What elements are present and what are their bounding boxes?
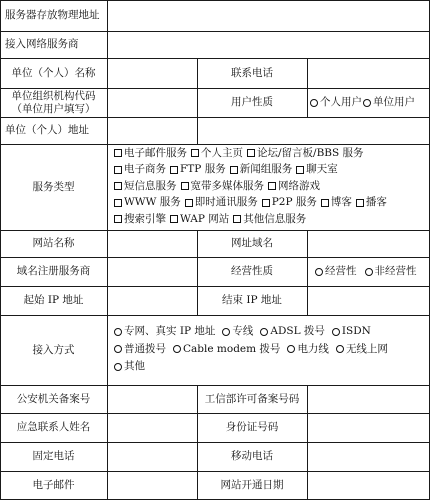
id-number-label <box>197 413 307 442</box>
site-name-label-text: 网站名称 <box>32 237 75 249</box>
access-adsl-radio[interactable] <box>260 325 325 338</box>
access-method-line <box>114 325 375 340</box>
grid-line <box>0 0 430 1</box>
checkbox-icon <box>185 199 193 207</box>
grid-line <box>0 442 430 443</box>
checkbox-icon <box>191 149 199 157</box>
emergency-contact-label-text: 应急联系人姓名 <box>16 421 91 433</box>
service-ecommerce-checkbox[interactable] <box>114 163 166 176</box>
server-location-label <box>0 0 107 31</box>
radio-circle-icon <box>287 345 295 353</box>
user-type-label-text: 用户性质 <box>231 96 273 108</box>
business-nature-options <box>307 257 430 286</box>
mobile-label <box>197 442 307 471</box>
start-ip-label <box>0 286 107 315</box>
site-domain-label-text: 网址域名 <box>231 237 273 249</box>
checkbox-icon <box>114 149 122 157</box>
grid-line <box>197 385 198 500</box>
access-option-label: 电力线 <box>297 342 329 355</box>
radio-circle-icon <box>363 99 371 107</box>
unit-address-label <box>0 117 107 144</box>
access-method-line <box>114 343 392 358</box>
service-option-label: 宽带多媒体服务 <box>190 179 264 192</box>
access-method-options <box>107 315 430 385</box>
access-option-label: 普通拨号 <box>124 342 166 355</box>
business-nature-label-text: 经营性质 <box>231 265 273 277</box>
checkbox-icon <box>296 166 304 174</box>
access-option-label: 其他 <box>124 360 145 373</box>
email-label-text: 电子邮件 <box>32 479 75 491</box>
end-ip-label <box>197 286 307 315</box>
radio-circle-icon <box>114 363 122 371</box>
radio-circle-icon <box>173 345 181 353</box>
grid-line <box>0 144 430 145</box>
user-type-individual-radio[interactable] <box>310 96 362 109</box>
access-option-label: 专线 <box>232 325 254 338</box>
grid-line <box>197 58 198 144</box>
service-homepage-checkbox[interactable] <box>191 147 243 160</box>
checkbox-icon <box>230 166 238 174</box>
access-option-label: 无线上网 <box>345 342 388 355</box>
grid-line <box>307 58 308 117</box>
email-label <box>0 471 107 500</box>
start-ip-label-text: 起始 IP 地址 <box>23 294 84 306</box>
checkbox-icon <box>181 182 189 190</box>
service-type-options <box>107 144 430 230</box>
service-option-label: 网络游戏 <box>278 179 320 192</box>
service-option-label: 搜索引擎 <box>124 212 166 225</box>
service-option-label: 新闻组服务 <box>239 163 293 176</box>
checkbox-icon <box>233 215 241 223</box>
service-search-checkbox[interactable] <box>114 213 166 226</box>
access-isdn-radio[interactable] <box>332 325 371 338</box>
radio-circle-icon <box>336 345 344 353</box>
grid-line <box>107 0 108 500</box>
access-method-line <box>114 360 149 375</box>
access-other-radio[interactable] <box>114 360 145 373</box>
grid-line <box>0 385 430 386</box>
service-sms-checkbox[interactable] <box>114 180 177 193</box>
radio-circle-icon <box>365 268 373 276</box>
radio-circle-icon <box>332 328 340 336</box>
radio-circle-icon <box>310 99 318 107</box>
grid-line <box>0 315 430 316</box>
contact-phone-label <box>197 58 307 88</box>
service-p2p-checkbox[interactable] <box>262 196 317 209</box>
checkbox-icon <box>114 199 122 207</box>
service-option-label: WAP 网站 <box>180 212 230 225</box>
launch-date-label <box>197 471 307 500</box>
user-type-options <box>307 88 430 117</box>
grid-line <box>307 230 308 315</box>
radio-circle-icon <box>222 328 230 336</box>
contact-phone-field[interactable] <box>307 58 430 88</box>
site-name-label <box>0 230 107 257</box>
police-record-label-text: 公安机关备案号 <box>16 392 91 405</box>
business-option-label: 非经营性 <box>374 265 417 277</box>
business-nature-label <box>197 257 307 286</box>
org-code-label-line1: 单位组织机构代码 <box>11 89 96 102</box>
service-type-line <box>114 180 324 195</box>
grid-line <box>0 413 430 414</box>
checkbox-icon <box>247 149 255 157</box>
org-code-label <box>0 88 107 117</box>
service-type-line <box>114 213 310 228</box>
service-ftp-checkbox[interactable] <box>170 163 226 176</box>
service-other-checkbox[interactable] <box>233 213 306 226</box>
access-leased-line-radio[interactable] <box>222 325 253 338</box>
service-option-label: 其他信息服务 <box>243 212 307 225</box>
checkbox-icon <box>114 215 122 223</box>
access-method-label-text: 接入方式 <box>32 343 75 356</box>
grid-line <box>0 257 430 258</box>
grid-line <box>0 31 430 32</box>
landline-field[interactable] <box>107 442 197 471</box>
registrar-label <box>0 257 107 286</box>
miit-license-field[interactable] <box>307 385 430 413</box>
checkbox-icon <box>170 215 178 223</box>
service-type-line <box>114 163 342 178</box>
grid-line <box>0 230 430 231</box>
user-type-unit-radio[interactable] <box>363 96 415 109</box>
checkbox-icon <box>262 199 270 207</box>
start-ip-field[interactable] <box>107 286 197 315</box>
service-option-label: 播客 <box>365 196 387 209</box>
radio-circle-icon <box>260 328 268 336</box>
access-option-label: ADSL 拨号 <box>270 325 325 338</box>
service-type-line <box>114 147 368 162</box>
grid-line <box>307 385 308 500</box>
site-name-field[interactable] <box>107 230 197 257</box>
service-option-label: 电子邮件服务 <box>124 146 187 159</box>
service-option-label: 论坛/留言板/BBS 服务 <box>257 146 364 159</box>
grid-line <box>197 230 198 315</box>
service-option-label: WWW 服务 <box>124 196 181 209</box>
service-option-label: 博客 <box>330 196 352 209</box>
unit-name-label-text: 单位（个人）名称 <box>11 66 96 79</box>
service-bbs-checkbox[interactable] <box>247 147 364 160</box>
checkbox-icon <box>268 182 276 190</box>
service-multimedia-checkbox[interactable] <box>181 180 265 193</box>
grid-line <box>0 286 430 287</box>
contact-phone-label-text: 联系电话 <box>231 66 273 79</box>
site-domain-field[interactable] <box>307 230 430 257</box>
service-option-label: 个人主页 <box>201 146 243 159</box>
grid-line <box>0 0 1 500</box>
service-blog-checkbox[interactable] <box>321 196 352 209</box>
business-commercial-radio[interactable] <box>315 265 357 278</box>
checkbox-icon <box>170 166 178 174</box>
service-option-label: 电子商务 <box>124 163 166 176</box>
id-number-field[interactable] <box>307 413 430 442</box>
unit-address-label-text: 单位（个人）地址 <box>5 124 89 136</box>
police-record-label <box>0 385 107 413</box>
email-field[interactable] <box>107 471 197 500</box>
checkbox-icon <box>114 166 122 174</box>
org-code-label-line2: （单位用户填写） <box>11 102 96 115</box>
mobile-label-text: 移动电话 <box>231 450 273 462</box>
miit-license-label-text: 工信部许可备案号码 <box>204 392 300 405</box>
site-domain-label <box>197 230 307 257</box>
service-im-checkbox[interactable] <box>185 196 258 209</box>
mobile-field[interactable] <box>307 442 430 471</box>
access-provider-field[interactable] <box>107 31 430 58</box>
radio-circle-icon <box>114 328 122 336</box>
service-game-checkbox[interactable] <box>268 180 320 193</box>
access-option-label: 专网、真实 IP 地址 <box>124 325 216 338</box>
business-noncommercial-radio[interactable] <box>365 265 417 278</box>
access-powerline-radio[interactable] <box>287 343 329 356</box>
service-type-line <box>114 196 391 211</box>
server-location-label-text: 服务器存放物理地址 <box>5 9 100 21</box>
access-method-label <box>0 315 107 385</box>
service-option-label: 短信息服务 <box>124 179 177 192</box>
service-option-label: FTP 服务 <box>180 163 226 176</box>
service-type-label-text: 服务类型 <box>32 180 75 193</box>
service-podcast-checkbox[interactable] <box>356 196 387 209</box>
access-option-label: ISDN <box>341 325 371 338</box>
access-option-label: Cable modem 拨号 <box>183 342 281 355</box>
service-wap-checkbox[interactable] <box>170 213 229 226</box>
grid-line <box>0 117 430 118</box>
user-type-option-label: 个人用户 <box>320 96 362 108</box>
grid-line <box>0 58 430 59</box>
grid-line <box>0 471 430 472</box>
access-dedicated-ip-radio[interactable] <box>114 325 215 338</box>
service-option-label: P2P 服务 <box>271 196 317 209</box>
access-wireless-radio[interactable] <box>336 343 388 356</box>
registrar-label-text: 域名注册服务商 <box>16 265 91 277</box>
service-option-label: 聊天室 <box>306 163 338 176</box>
user-type-label <box>197 88 307 117</box>
police-record-field[interactable] <box>107 385 197 413</box>
user-type-option-label: 单位用户 <box>373 96 415 108</box>
end-ip-field[interactable] <box>307 286 430 315</box>
id-number-label-text: 身份证号码 <box>225 421 279 433</box>
business-option-label: 经营性 <box>325 265 357 277</box>
access-provider-label <box>0 31 107 58</box>
service-type-label <box>0 144 107 230</box>
landline-label-text: 固定电话 <box>32 450 75 462</box>
unit-address-field[interactable] <box>107 117 430 144</box>
server-location-field[interactable] <box>107 0 430 31</box>
launch-date-field[interactable] <box>307 471 430 500</box>
unit-name-label <box>0 58 107 88</box>
unit-name-field[interactable] <box>107 58 197 88</box>
access-cable-modem-radio[interactable] <box>173 343 280 356</box>
miit-license-label <box>197 385 307 413</box>
radio-circle-icon <box>114 345 122 353</box>
landline-label <box>0 442 107 471</box>
service-option-label: 即时通讯服务 <box>194 196 258 209</box>
access-dialup-radio[interactable] <box>114 343 166 356</box>
org-code-field[interactable] <box>107 88 197 117</box>
checkbox-icon <box>321 199 329 207</box>
emergency-contact-field[interactable] <box>107 413 197 442</box>
access-provider-label-text: 接入网络服务商 <box>5 38 79 50</box>
service-www-checkbox[interactable] <box>114 196 181 209</box>
grid-line <box>0 88 430 89</box>
service-email-checkbox[interactable] <box>114 147 187 160</box>
service-chatroom-checkbox[interactable] <box>296 163 338 176</box>
service-newsgroup-checkbox[interactable] <box>230 163 293 176</box>
checkbox-icon <box>356 199 364 207</box>
emergency-contact-label <box>0 413 107 442</box>
radio-circle-icon <box>315 268 323 276</box>
checkbox-icon <box>114 182 122 190</box>
launch-date-label-text: 网站开通日期 <box>220 479 284 491</box>
registrar-field[interactable] <box>107 257 197 286</box>
end-ip-label-text: 结束 IP 地址 <box>222 294 282 306</box>
